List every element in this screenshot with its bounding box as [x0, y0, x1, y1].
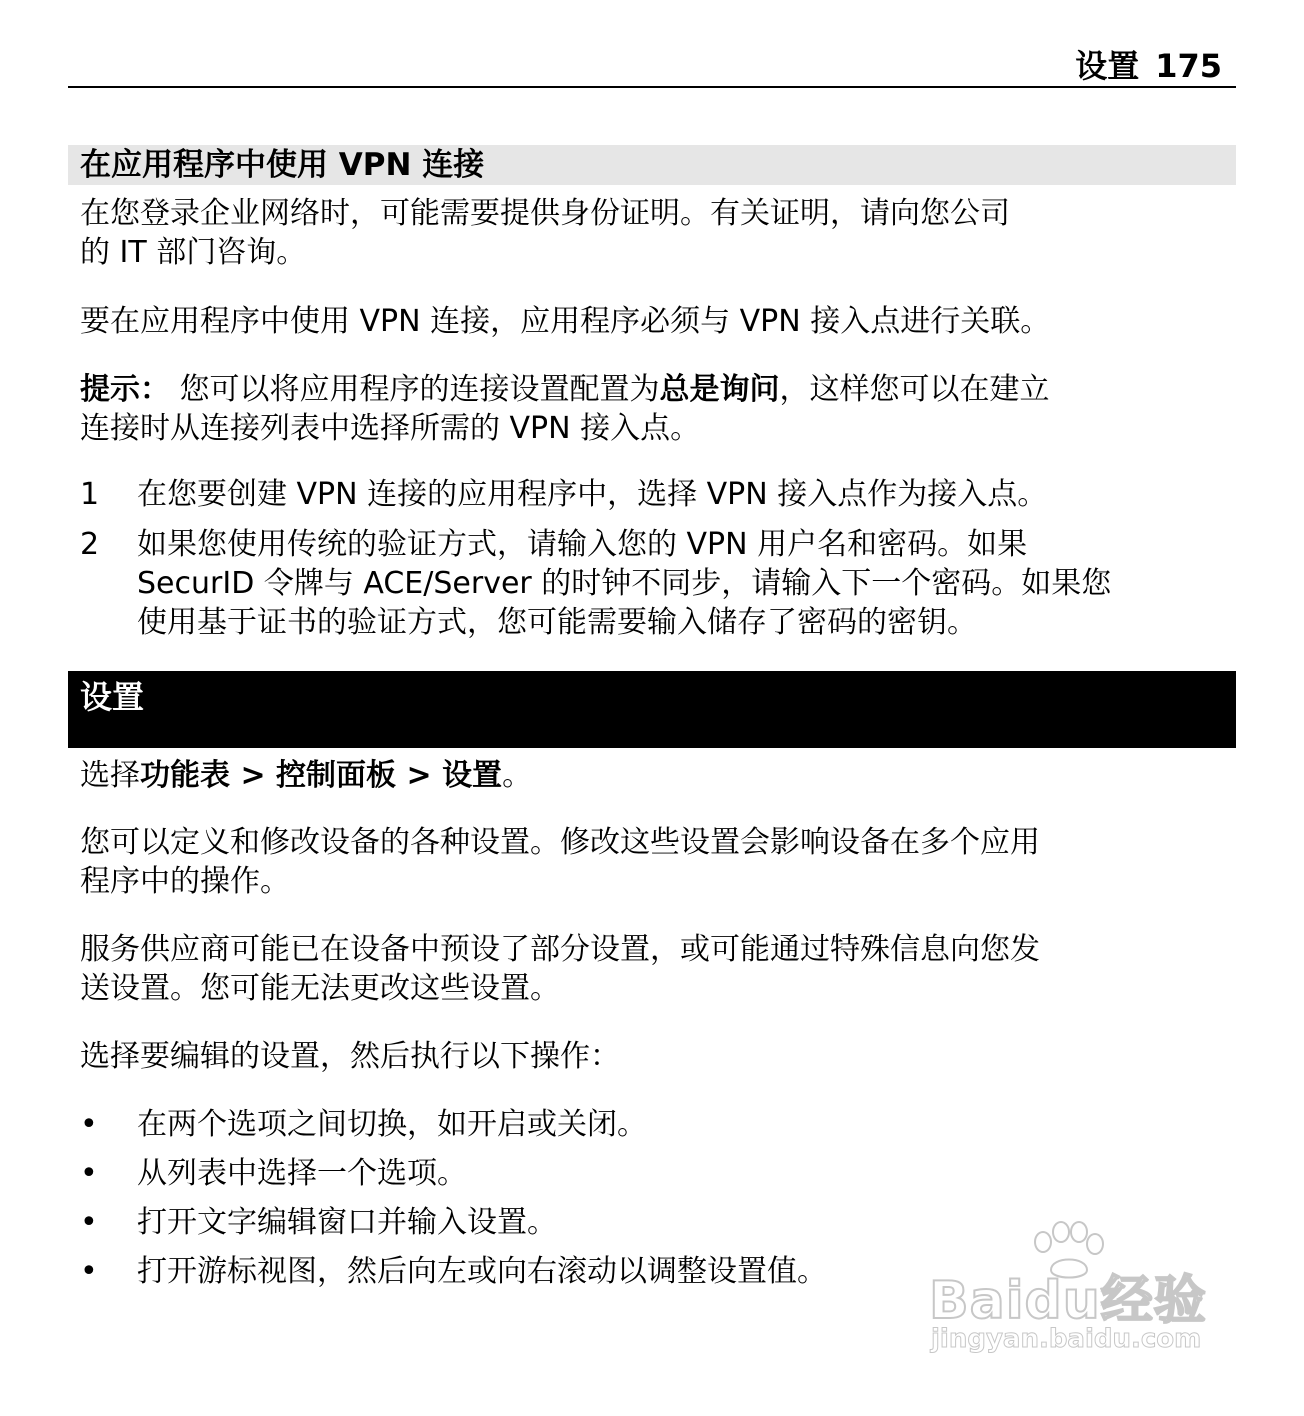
settings-para-3: 选择要编辑的设置，然后执行以下操作： — [80, 1039, 620, 1074]
settings-para-1-line-2: 程序中的操作。 — [80, 864, 290, 899]
header-section: 设置 — [1075, 47, 1140, 85]
tip-text-b: ，这样您可以在建立 — [779, 372, 1050, 407]
settings-para-2 — [80, 930, 1225, 1008]
page-number: 175 — [1155, 47, 1222, 85]
path-prefix: 选择 — [80, 758, 140, 793]
vpn-para-2: 要在应用程序中使用 VPN 连接，应用程序必须与 VPN 接入点进行关联。 — [80, 304, 1051, 339]
bullet: • — [80, 1254, 98, 1289]
path-sep-1: > — [230, 758, 277, 793]
vpn-para-1 — [80, 194, 1225, 272]
step-line: 使用基于证书的验证方式，您可能需要输入储存了密码的密钥。 — [137, 605, 977, 640]
step-line: SecurID 令牌与 ACE/Server 的时钟不同步，请输入下一个密码。如果您 — [137, 566, 1112, 601]
bullet-text: 从列表中选择一个选项。 — [137, 1156, 467, 1191]
step-line: 如果您使用传统的验证方式，请输入您的 VPN 用户名和密码。如果 — [137, 527, 1028, 562]
bullet: • — [80, 1205, 98, 1240]
bullet: • — [80, 1107, 98, 1142]
watermark-logo: Baidu经验 — [929, 1271, 1207, 1331]
path-menu: 功能表 — [140, 758, 230, 793]
vpn-tip — [80, 370, 1225, 448]
settings-para-1-line-1: 您可以定义和修改设备的各种设置。修改这些设置会影响设备在多个应用 — [80, 825, 1040, 860]
bullet-text: 在两个选项之间切换，如开启或关闭。 — [137, 1107, 647, 1142]
bullet-text: 打开游标视图，然后向左或向右滚动以调整设置值。 — [137, 1254, 827, 1289]
step-text — [137, 475, 1047, 514]
vpn-para-1-line-2: 的 IT 部门咨询。 — [80, 235, 307, 270]
bullet-text: 打开文字编辑窗口并输入设置。 — [137, 1205, 557, 1240]
step-text — [137, 525, 1111, 642]
settings-para-2-line-2: 送设置。您可能无法更改这些设置。 — [80, 971, 560, 1006]
settings-para-2-line-1: 服务供应商可能已在设备中预设了部分设置，或可能通过特殊信息向您发 — [80, 932, 1040, 967]
step-line: 在您要创建 VPN 连接的应用程序中，选择 VPN 接入点作为接入点。 — [137, 477, 1048, 512]
section-title-vpn: 在应用程序中使用 VPN 连接 — [68, 145, 1236, 185]
step-number: 1 — [80, 477, 100, 512]
watermark-url: jingyan.baidu.com — [931, 1324, 1202, 1354]
section-title-settings: 设置 — [68, 671, 1236, 748]
baidu-watermark — [925, 1220, 1225, 1370]
tip-bold-option: 总是询问 — [659, 372, 780, 407]
vpn-tip-line-1 — [80, 370, 1225, 409]
settings-para-1 — [80, 823, 1225, 901]
page-header — [68, 44, 1236, 88]
step-number: 2 — [80, 527, 100, 562]
bullet: • — [80, 1156, 98, 1191]
path-control-panel: 控制面板 — [276, 758, 397, 793]
settings-path — [80, 756, 1225, 795]
tip-label: 提示： — [80, 372, 170, 407]
tip-text-a: 您可以将应用程序的连接设置配置为 — [170, 372, 660, 407]
vpn-para-1-line-1: 在您登录企业网络时，可能需要提供身份证明。有关证明，请向您公司 — [80, 196, 1010, 231]
path-settings: 设置 — [442, 758, 503, 793]
vpn-tip-line-2: 连接时从连接列表中选择所需的 VPN 接入点。 — [80, 411, 701, 446]
path-sep-2: > — [396, 758, 443, 793]
path-end: 。 — [502, 758, 533, 793]
